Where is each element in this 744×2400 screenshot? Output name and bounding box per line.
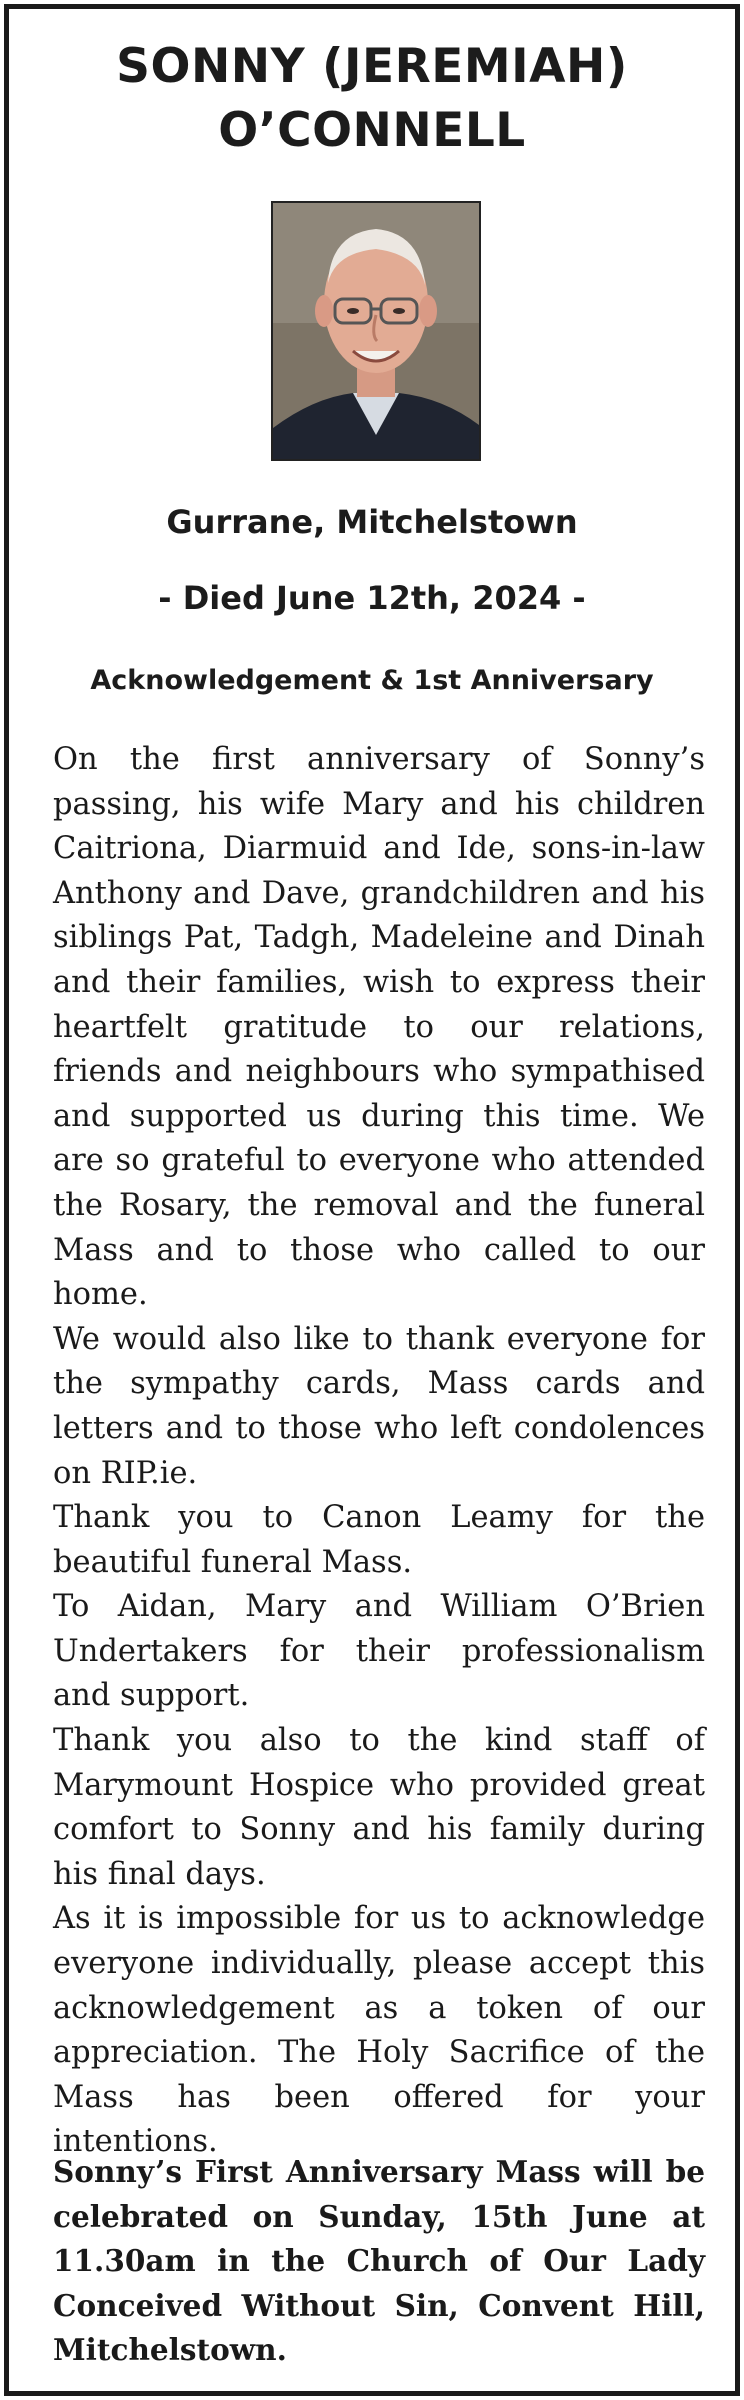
deceased-name — [9, 35, 735, 163]
anniversary-mass-notice: Sonny’s First Anniversary Mass will be celebrated on Sunday, 15th June at 11.30am in the Church of Our Lady Conceived Without Sin, Convent Hill, Mitchelstown. — [53, 2154, 705, 2368]
paragraph-2: We would also like to thank everyone for the sympathy cards, Mass cards and letters and to those who left condolences on RIP.ie. — [53, 1321, 705, 1491]
paragraph-4: To Aidan, Mary and William O’Brien Undertakers for their professionalism and support. — [53, 1589, 705, 1714]
notice-frame — [4, 4, 740, 2396]
acknowledgement-text — [53, 738, 705, 2165]
notice-heading: Acknowledgement & 1st Anniversary — [90, 665, 654, 696]
paragraph-6: As it is impossible for us to acknowledge everyone individually, please accept this acknowledgement as a token of our appreciation. The Holy Sacrifice of the Mass has been offered for your intentions. — [53, 1901, 705, 2160]
location: Gurrane, Mitchelstown — [166, 503, 578, 541]
paragraph-3: Thank you to Canon Leamy for the beautiful funeral Mass. — [53, 1500, 705, 1580]
paragraph-1: On the first anniversary of Sonny’s passing, his wife Mary and his children Caitriona, Diarmuid and Ide, sons-in-law Anthony and Dave, grandchildren and his siblings Pat, Tadgh, Madeleine and Dinah and their families, wish to express their heartfelt gratitude to our relations, friends and neighbours who sympathised and supported us during this time. We are so grateful to everyone who attended the Rosary, the removal and the funeral Mass and to those who called to our home. — [53, 742, 705, 1313]
name-line-2: O’CONNELL — [218, 103, 526, 158]
portrait-photo — [271, 201, 481, 461]
name-line-1: SONNY (JEREMIAH) — [116, 39, 628, 94]
date-of-death: - Died June 12th, 2024 - — [158, 579, 586, 617]
paragraph-5: Thank you also to the kind staff of Marymount Hospice who provided great comfort to Sonny and his family during his final days. — [53, 1723, 705, 1892]
